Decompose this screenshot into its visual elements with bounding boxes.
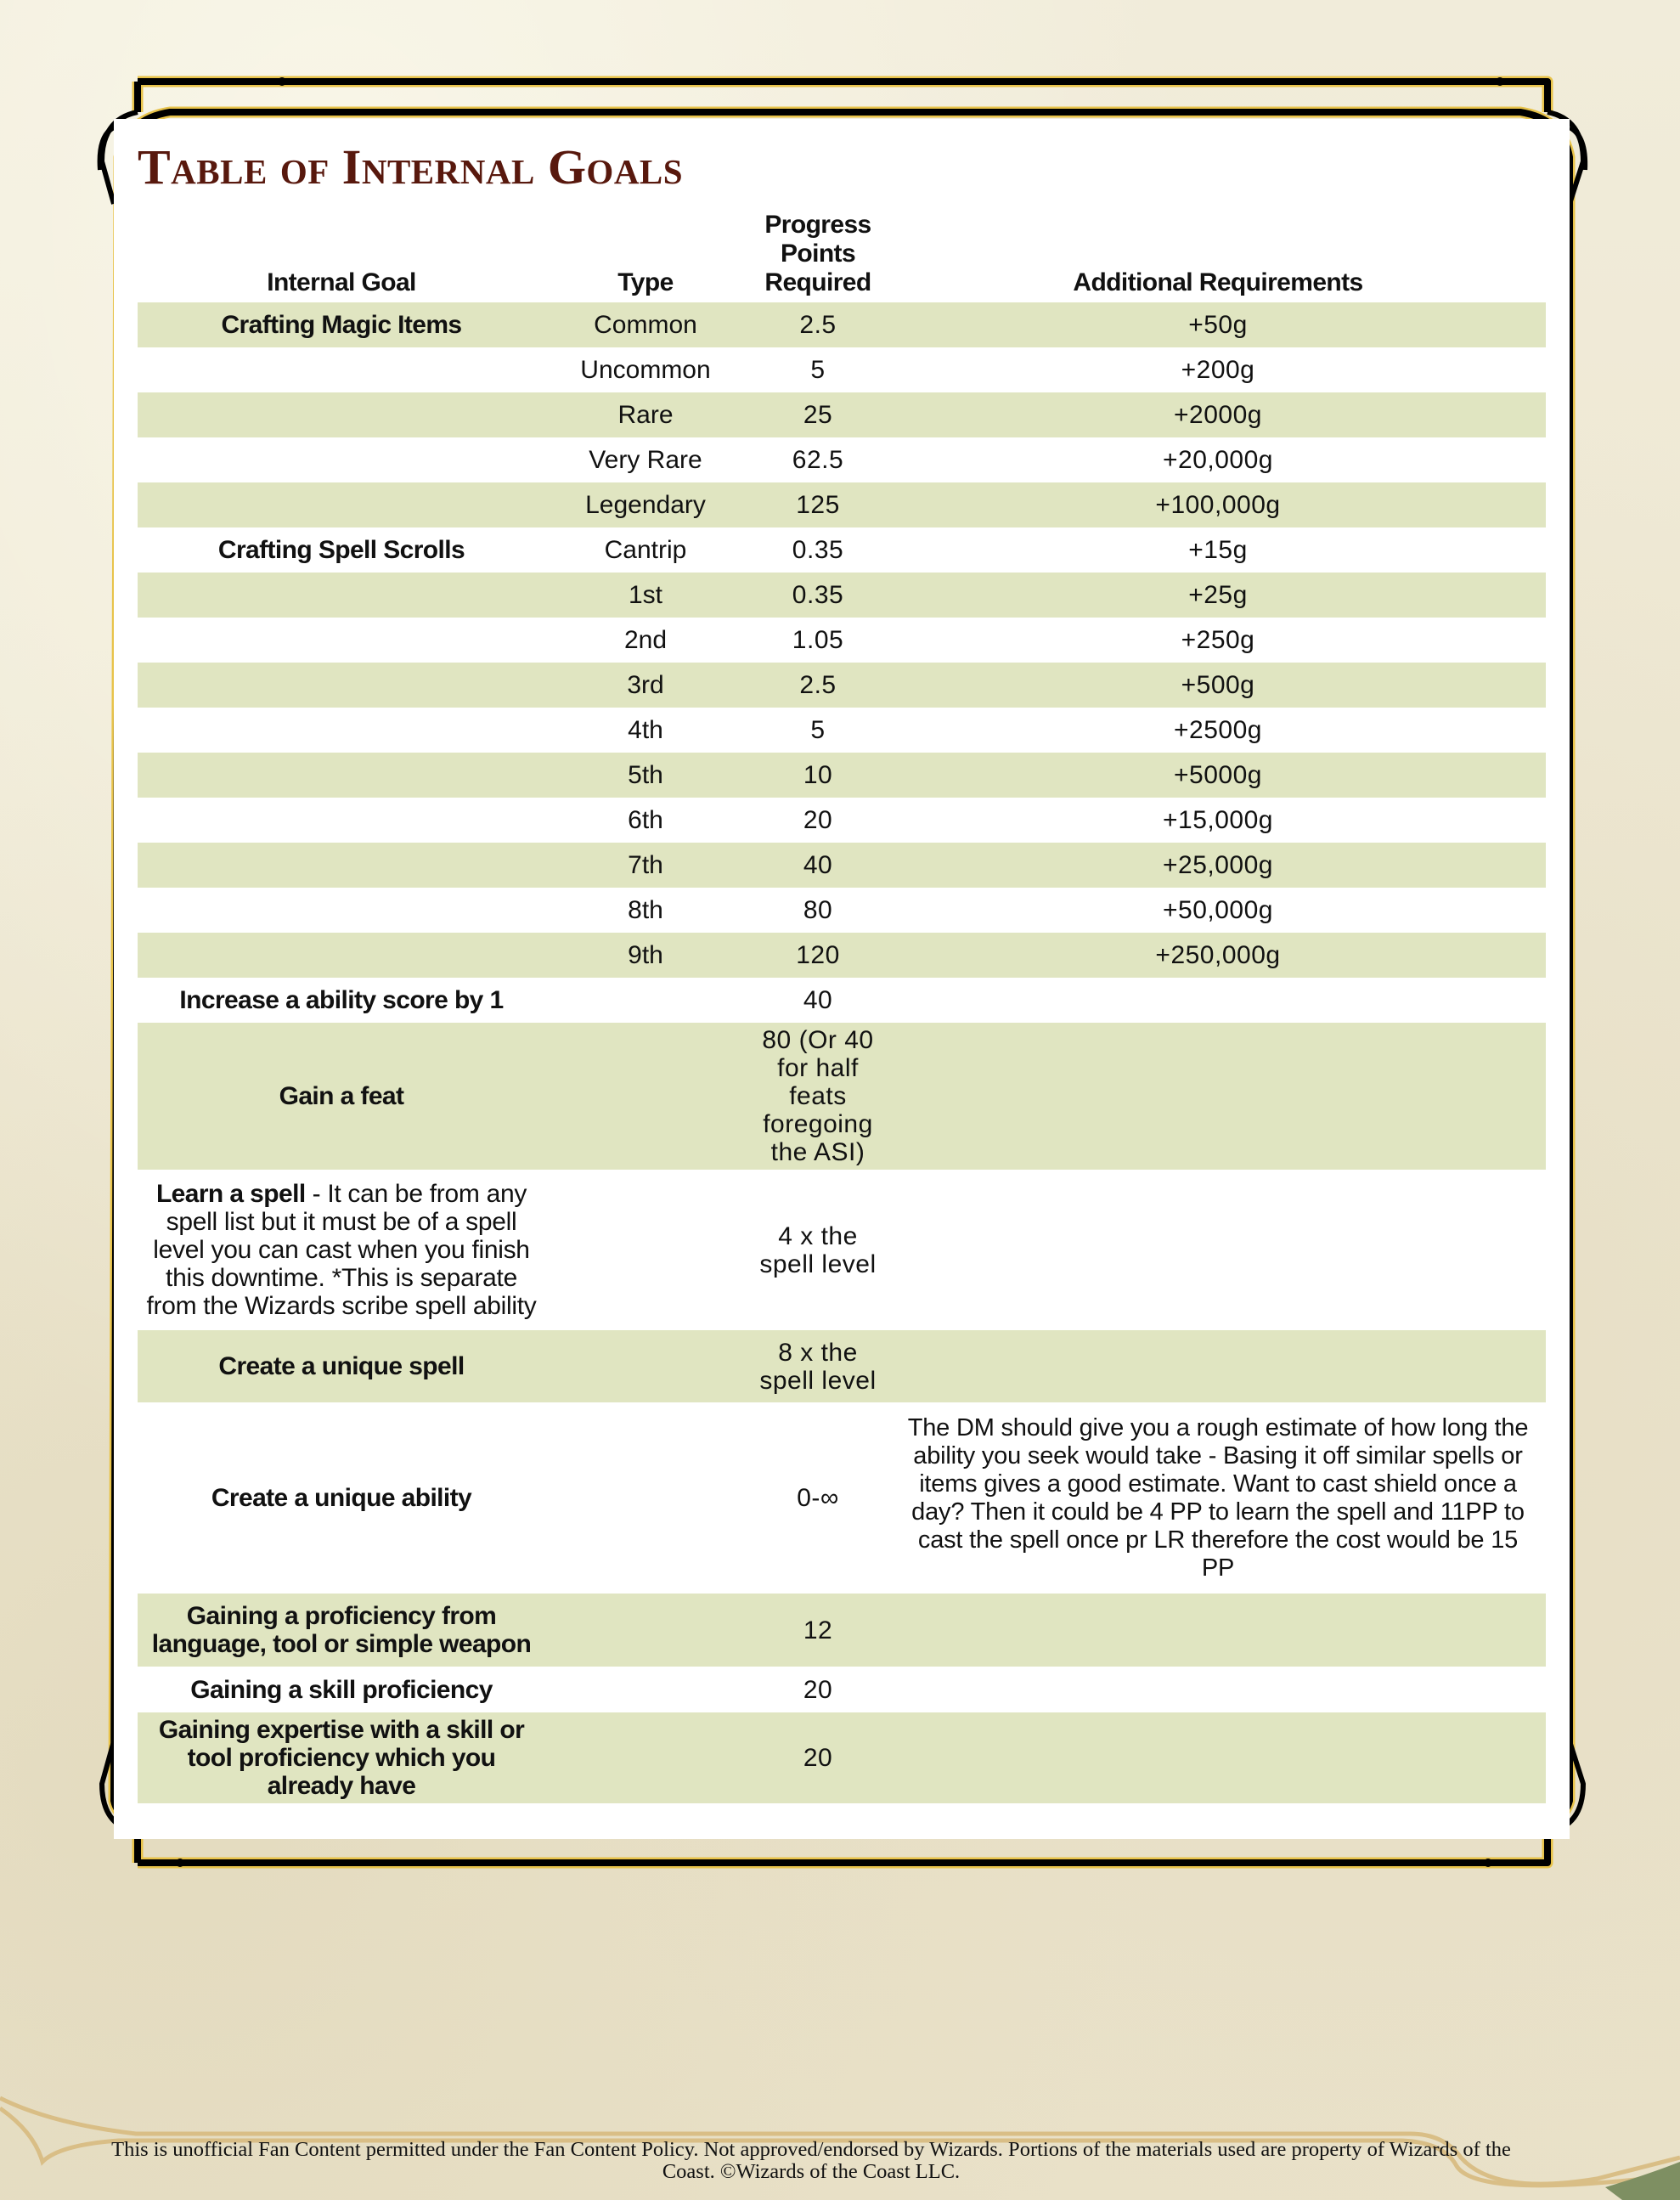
cell-internal-goal	[138, 457, 545, 464]
cell-additional-requirements	[890, 1686, 1546, 1693]
cell-internal-goal	[138, 1599, 545, 1661]
cell-additional-requirements: +20,000g	[1163, 446, 1273, 474]
cell-progress-points: 80	[803, 896, 833, 924]
cell-additional-requirements: +100,000g	[1155, 491, 1281, 519]
table-row	[138, 843, 1546, 888]
header-internal-goal: Internal Goal	[267, 268, 416, 296]
cell-additional-requirements: +25g	[1188, 581, 1248, 609]
cell-internal-goal	[138, 862, 545, 869]
goal-label: Increase a ability score by 1	[179, 986, 504, 1014]
cell-type: Rare	[617, 401, 674, 429]
table-row	[138, 708, 1546, 753]
cell-progress-points: 125	[796, 491, 840, 519]
table-row	[138, 482, 1546, 527]
cell-internal-goal	[138, 1712, 545, 1803]
cell-additional-requirements: +50,000g	[1163, 896, 1273, 924]
cell-internal-goal	[138, 907, 545, 914]
cell-progress-points: 40	[803, 986, 833, 1014]
cell-type: 1st	[628, 581, 663, 609]
cell-internal-goal	[138, 682, 545, 689]
goal-description: - It can be from any spell list but it must be of a spell level you can cast when you finish this downtime. *This is separate from the Wizards scribe spell ability	[146, 1180, 537, 1320]
cell-type	[545, 997, 746, 1004]
goal-label: Gaining expertise with a skill or tool proficiency which you already have	[158, 1716, 525, 1800]
cell-type	[545, 1627, 746, 1633]
legal-footer: This is unofficial Fan Content permitted under the Fan Content Policy. Not approved/endorsed by Wizards. Portions of the materials used are property of Wizards of the Coast. ©Wizards of the Coast LLC.	[111, 2138, 1511, 2183]
cell-progress-points: 0.35	[792, 536, 844, 564]
cell-progress-points: 40	[803, 851, 833, 879]
table-row	[138, 1667, 1546, 1712]
header-additional-requirements: Additional Requirements	[1073, 268, 1363, 296]
table-body	[138, 302, 1546, 1803]
internal-goals-table	[138, 204, 1546, 1803]
cell-type: 5th	[628, 761, 663, 789]
cell-additional-requirements: +500g	[1181, 671, 1255, 699]
table-row	[138, 1594, 1546, 1667]
cell-type: Uncommon	[580, 356, 711, 384]
header-progress-points-line2: Points	[780, 240, 856, 268]
header-progress-points	[746, 207, 890, 302]
cell-progress-points: 12	[803, 1616, 833, 1644]
cell-additional-requirements: +15,000g	[1163, 806, 1273, 834]
cell-internal-goal	[138, 307, 545, 342]
cell-type: Legendary	[585, 491, 706, 519]
cell-internal-goal	[138, 1079, 545, 1114]
goal-label: Create a unique ability	[211, 1484, 472, 1512]
cell-progress-points: 25	[803, 401, 833, 429]
header-progress-points-line3: Required	[764, 268, 871, 296]
table-row	[138, 753, 1546, 798]
cell-additional-requirements	[890, 1247, 1546, 1254]
cell-progress-points: 20	[803, 806, 833, 834]
cell-additional-requirements: The DM should give you a rough estimate of how long the ability you seek would take - Basing it off similar spells or items gives a good estimate. Want to cast shield once a day? Then it could be 4 PP to learn the spell and 11PP to cast the spell once pr LR therefore the cost would be 15 PP	[907, 1413, 1529, 1582]
cell-type	[545, 1686, 746, 1693]
cell-internal-goal	[138, 502, 545, 509]
cell-type: 8th	[628, 896, 663, 924]
cell-progress-points: 20	[803, 1744, 833, 1772]
page-title: Table of Internal Goals	[138, 139, 684, 195]
cell-additional-requirements	[890, 997, 1546, 1004]
cell-additional-requirements: +250g	[1181, 626, 1255, 654]
table-row	[138, 618, 1546, 663]
goal-label: Gaining a skill proficiency	[190, 1675, 493, 1704]
table-header-row	[138, 204, 1546, 302]
cell-additional-requirements: +15g	[1188, 536, 1248, 564]
header-progress-points-line1: Progress	[764, 211, 871, 239]
cell-progress-points: 5	[810, 356, 826, 384]
table-row	[138, 1712, 1546, 1803]
table-row	[138, 573, 1546, 618]
cell-internal-goal	[138, 1176, 545, 1323]
cell-progress-points: 0.35	[792, 581, 844, 609]
cell-progress-points: 80 (Or 40 for half feats foregoing the ASI)	[762, 1026, 874, 1166]
cell-internal-goal	[138, 727, 545, 734]
goal-label: Gain a feat	[279, 1082, 404, 1110]
table-row	[138, 663, 1546, 708]
table-row	[138, 888, 1546, 933]
cell-additional-requirements: +2000g	[1174, 401, 1262, 429]
cell-type: Common	[594, 311, 697, 339]
cell-progress-points: 5	[810, 716, 826, 744]
cell-type: Very Rare	[589, 446, 702, 474]
cell-additional-requirements: +2500g	[1174, 716, 1262, 744]
cell-progress-points: 1.05	[792, 626, 844, 654]
cell-progress-points: 20	[803, 1675, 833, 1704]
cell-internal-goal	[138, 412, 545, 419]
cell-type: 3rd	[627, 671, 664, 699]
cell-additional-requirements: +25,000g	[1163, 851, 1273, 879]
cell-internal-goal	[138, 952, 545, 959]
cell-progress-points: 0-∞	[797, 1484, 839, 1512]
cell-progress-points: 4 x the spell level	[759, 1221, 877, 1278]
table-row	[138, 933, 1546, 978]
cell-type: 4th	[628, 716, 663, 744]
cell-progress-points: 10	[803, 761, 833, 789]
goal-label: Learn a spell	[155, 1180, 306, 1208]
cell-additional-requirements: +5000g	[1174, 761, 1262, 789]
cell-progress-points: 2.5	[799, 311, 837, 339]
cell-internal-goal	[138, 817, 545, 824]
table-row	[138, 302, 1546, 347]
cell-type: 7th	[628, 851, 663, 879]
table-row	[138, 437, 1546, 482]
cell-type: Cantrip	[604, 536, 687, 564]
cell-progress-points: 8 x the spell level	[759, 1338, 877, 1395]
cell-progress-points: 62.5	[792, 446, 844, 474]
goal-label: Create a unique spell	[218, 1352, 465, 1380]
cell-type	[545, 1093, 746, 1100]
table-row	[138, 392, 1546, 437]
cell-type	[545, 1363, 746, 1370]
table-row	[138, 1170, 1546, 1330]
table-row	[138, 978, 1546, 1023]
table-row	[138, 1402, 1546, 1594]
goal-label: Crafting Magic Items	[221, 311, 462, 339]
table-row	[138, 1330, 1546, 1402]
cell-type: 6th	[628, 806, 663, 834]
table-row	[138, 527, 1546, 573]
goal-label: Crafting Spell Scrolls	[217, 536, 465, 564]
cell-internal-goal	[138, 592, 545, 599]
cell-additional-requirements: +50g	[1188, 311, 1248, 339]
cell-internal-goal	[138, 772, 545, 779]
cell-internal-goal	[138, 533, 545, 567]
cell-type: 2nd	[623, 626, 668, 654]
cell-internal-goal	[138, 983, 545, 1018]
table-row	[138, 1023, 1546, 1170]
cell-additional-requirements	[890, 1363, 1546, 1370]
cell-additional-requirements	[890, 1755, 1546, 1762]
cell-internal-goal	[138, 1481, 545, 1515]
cell-internal-goal	[138, 1349, 545, 1384]
header-type: Type	[617, 268, 674, 296]
cell-progress-points: 120	[796, 941, 840, 969]
cell-internal-goal	[138, 367, 545, 374]
cell-internal-goal	[138, 1673, 545, 1707]
cell-type	[545, 1495, 746, 1502]
cell-type: 9th	[628, 941, 663, 969]
cell-additional-requirements: +200g	[1181, 356, 1255, 384]
cell-additional-requirements	[890, 1627, 1546, 1633]
cell-type	[545, 1755, 746, 1762]
cell-internal-goal	[138, 637, 545, 644]
cell-additional-requirements	[890, 1093, 1546, 1100]
cell-type	[545, 1247, 746, 1254]
goal-label: Gaining a proficiency from language, tool or simple weapon	[151, 1602, 532, 1658]
table-row	[138, 347, 1546, 392]
cell-additional-requirements: +250,000g	[1155, 941, 1281, 969]
cell-progress-points: 2.5	[799, 671, 837, 699]
table-row	[138, 798, 1546, 843]
